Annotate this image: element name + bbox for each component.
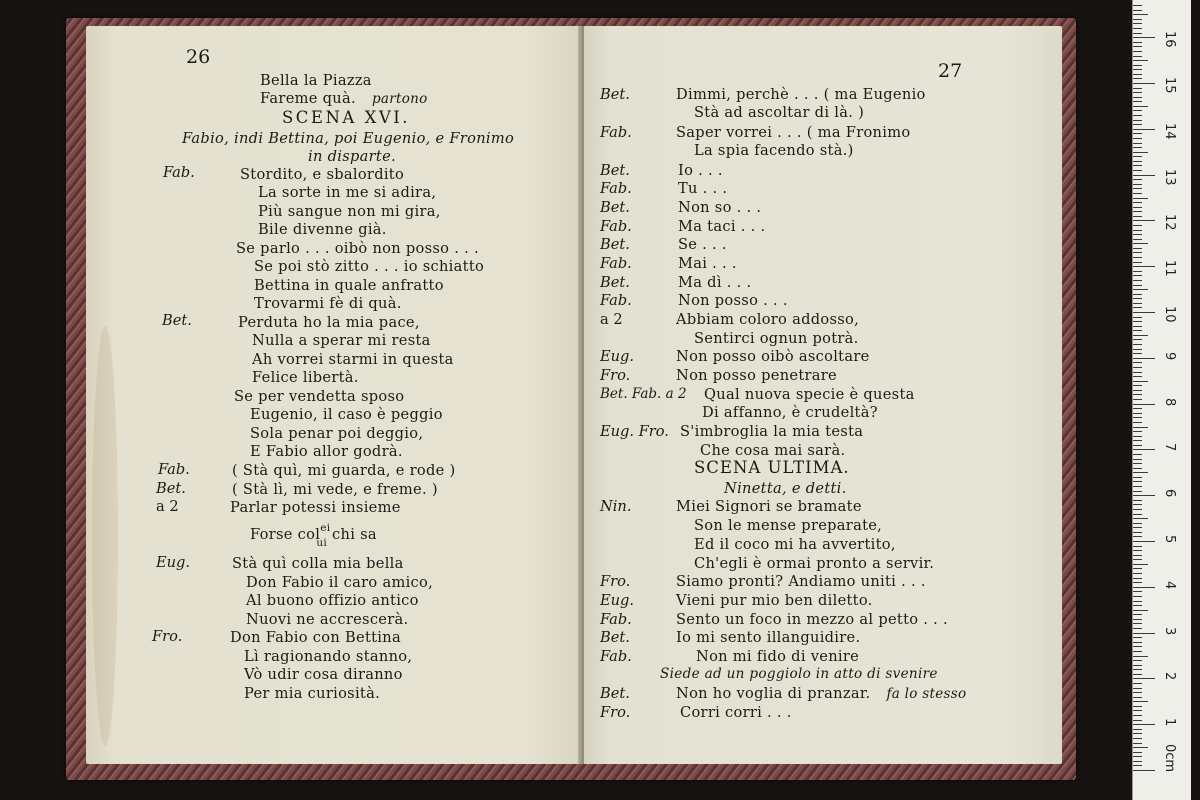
ruler-tick	[1133, 220, 1155, 221]
ruler-tick	[1133, 23, 1142, 24]
ruler-unit-label: 0cm	[1162, 744, 1177, 773]
ruler-tick	[1133, 692, 1142, 693]
ruler-tick	[1133, 527, 1142, 528]
ruler-tick	[1133, 454, 1142, 455]
ruler-tick	[1133, 651, 1142, 652]
verse-line: Non mi fido di venire	[696, 648, 860, 665]
verse-line: Don Fabio con Bettina	[230, 629, 401, 646]
ruler-number: 1	[1162, 718, 1177, 727]
ruler-tick	[1133, 509, 1142, 510]
ruler-tick	[1133, 106, 1148, 107]
ruler-tick	[1133, 674, 1142, 675]
scene-characters: in disparte.	[308, 148, 396, 165]
speaker-label: Fro.	[600, 367, 631, 384]
ruler-tick	[1133, 298, 1142, 299]
ruler-tick	[1133, 65, 1142, 66]
ruler-tick	[1133, 202, 1142, 203]
ruler-tick	[1133, 756, 1142, 757]
verse-line: E Fabio allor godrà.	[250, 443, 403, 460]
verse-line: Di affanno, è crudeltà?	[702, 404, 878, 421]
ruler-tick	[1133, 280, 1142, 281]
ruler-tick	[1133, 614, 1142, 615]
verse-line: Non so . . .	[678, 199, 762, 216]
speaker-label: Bet. Fab. a 2	[600, 386, 687, 402]
verse-line: Eugenio, il caso è peggio	[250, 406, 443, 423]
ruler-number: 16	[1162, 31, 1177, 48]
ruler-tick	[1133, 56, 1142, 57]
ruler-tick	[1133, 633, 1155, 634]
ruler-tick	[1133, 449, 1155, 450]
ruler-tick	[1133, 408, 1142, 409]
ruler-tick	[1133, 656, 1148, 657]
ruler-tick	[1133, 74, 1142, 75]
ruler-tick	[1133, 591, 1142, 592]
ruler-tick	[1133, 46, 1142, 47]
verse-line: Corri corri . . .	[680, 704, 792, 721]
ruler-tick	[1133, 78, 1142, 79]
ruler-tick	[1133, 688, 1142, 689]
verse-line: Dimmi, perchè . . . ( ma Eugenio	[676, 86, 926, 103]
ruler-tick	[1133, 500, 1142, 501]
speaker-label: Fab.	[600, 124, 632, 141]
verse-line: Io mi sento illanguidire.	[676, 629, 861, 646]
ruler-tick	[1133, 312, 1155, 313]
ruler-tick	[1133, 372, 1142, 373]
ruler-tick	[1133, 404, 1155, 405]
ruler-tick	[1133, 271, 1142, 272]
verse-line: Ah vorrei starmi in questa	[252, 351, 454, 368]
speaker-label: Eug.	[156, 554, 191, 571]
speaker-label: Bet.	[600, 685, 630, 702]
verse-line: Siamo pronti? Andiamo uniti . . .	[676, 573, 926, 590]
ruler-tick	[1133, 619, 1142, 620]
ruler-tick	[1133, 514, 1142, 515]
ruler-tick	[1133, 216, 1142, 217]
ruler-tick	[1133, 390, 1142, 391]
ruler-tick	[1133, 285, 1142, 286]
verse-line: Vò udir cosa diranno	[244, 666, 403, 683]
ruler-tick	[1133, 486, 1142, 487]
verse-line: Don Fabio il caro amico,	[246, 574, 434, 591]
verse-line: Bile divenne già.	[258, 221, 387, 238]
verse-line: Più sangue non mi gira,	[258, 203, 441, 220]
ruler-tick	[1133, 394, 1142, 395]
verse-line: Non posso oibò ascoltare	[676, 348, 870, 365]
ruler-tick	[1133, 165, 1142, 166]
ruler-tick	[1133, 188, 1142, 189]
speaker-label: Eug.	[600, 592, 635, 609]
ruler-tick	[1133, 257, 1142, 258]
ruler-tick	[1133, 678, 1155, 679]
ruler-tick	[1133, 33, 1142, 34]
ruler-tick	[1133, 546, 1142, 547]
ruler-tick	[1133, 330, 1142, 331]
speaker-label: Bet.	[156, 480, 186, 497]
left-page	[86, 26, 582, 764]
ruler-tick	[1133, 637, 1142, 638]
ruler-tick	[1133, 628, 1142, 629]
ruler-number: 11	[1162, 260, 1177, 277]
verse-line: Io . . .	[678, 162, 723, 179]
ruler-tick	[1133, 230, 1142, 231]
ruler-tick	[1133, 706, 1142, 707]
ruler-tick	[1133, 495, 1155, 496]
ruler-tick	[1133, 504, 1142, 505]
ruler-tick	[1133, 275, 1142, 276]
verse-line: Se . . .	[678, 236, 727, 253]
ruler-tick	[1133, 427, 1148, 428]
ruler-tick	[1133, 564, 1148, 565]
speaker-label: Nin.	[600, 498, 632, 515]
ruler-number: 10	[1162, 306, 1177, 323]
verse-line: Fareme quà. partono	[260, 90, 428, 107]
ruler-tick	[1133, 344, 1142, 345]
speaker-label: Bet.	[600, 86, 630, 103]
ruler-number: 13	[1162, 168, 1177, 186]
ruler-tick	[1133, 752, 1142, 753]
ruler-tick	[1133, 724, 1155, 725]
verse-line: Trovarmi fè di quà.	[254, 295, 402, 312]
ruler-tick	[1133, 317, 1142, 318]
ruler-tick	[1133, 587, 1155, 588]
ruler-tick	[1133, 468, 1142, 469]
ruler-tick	[1133, 743, 1142, 744]
speaker-label: Fab.	[600, 292, 632, 309]
ruler-tick	[1133, 738, 1142, 739]
speaker-label: a 2	[156, 498, 179, 515]
ruler-tick	[1133, 518, 1148, 519]
ruler-tick	[1133, 69, 1142, 70]
ruler-tick	[1133, 660, 1142, 661]
ruler-tick	[1133, 147, 1142, 148]
ruler-tick	[1133, 431, 1142, 432]
ruler-tick	[1133, 605, 1142, 606]
verse-line: Sola penar poi deggio,	[250, 425, 424, 442]
verse-line: Ma taci . . .	[678, 218, 766, 235]
verse-line: Stà ad ascoltar di là. )	[694, 104, 865, 121]
ruler-tick	[1133, 42, 1142, 43]
speaker-label: Fab.	[163, 164, 195, 181]
ruler-tick	[1133, 559, 1142, 560]
ruler-tick	[1133, 243, 1148, 244]
ruler-tick	[1133, 239, 1142, 240]
ruler-tick	[1133, 161, 1142, 162]
ruler-tick	[1133, 367, 1142, 368]
speaker-label: Fab.	[600, 180, 632, 197]
ruler-tick	[1133, 573, 1142, 574]
scene-heading: SCENA ULTIMA.	[694, 458, 850, 477]
ruler-tick	[1133, 248, 1142, 249]
speaker-label: Fab.	[600, 218, 632, 235]
speaker-label: Fab.	[600, 648, 632, 665]
ruler-tick	[1133, 252, 1142, 253]
speaker-label: Bet.	[600, 199, 630, 216]
ruler-number: 8	[1162, 397, 1177, 406]
verse-line: Nulla a sperar mi resta	[252, 332, 431, 349]
ruler-number: 2	[1162, 672, 1177, 681]
ruler-number: 4	[1162, 580, 1177, 590]
ruler-tick	[1133, 321, 1142, 322]
ruler-tick	[1133, 440, 1142, 441]
ruler-tick	[1133, 445, 1142, 446]
ruler-tick	[1133, 335, 1148, 336]
ruler-tick	[1133, 582, 1142, 583]
speaker-label: Fab.	[600, 255, 632, 272]
verse-line: Ma dì . . .	[678, 274, 752, 291]
ruler-tick	[1133, 303, 1142, 304]
verse-line: Stordito, e sbalordito	[240, 166, 405, 183]
page-number: 27	[938, 60, 963, 82]
ruler-tick	[1133, 101, 1142, 102]
ruler-tick	[1133, 193, 1142, 194]
ruler-tick	[1133, 381, 1148, 382]
speaker-label: Bet.	[600, 162, 630, 179]
ruler-tick	[1133, 362, 1142, 363]
speaker-label: Bet.	[600, 236, 630, 253]
ruler-tick	[1133, 623, 1142, 624]
speaker-label: Eug.	[600, 348, 635, 365]
ruler-tick	[1133, 642, 1142, 643]
verse-line: Che cosa mai sarà.	[700, 442, 846, 459]
ruler-tick	[1133, 669, 1142, 670]
ruler-tick	[1133, 207, 1142, 208]
verse-line: ( Stà lì, mi vede, e freme. )	[232, 481, 438, 498]
ruler-number: 9	[1162, 351, 1177, 361]
ruler-tick	[1133, 481, 1142, 482]
verse-line: Se poi stò zitto . . . io schiatto	[254, 258, 485, 275]
verse-line: Abbiam coloro addosso,	[676, 311, 860, 328]
ruler-tick	[1133, 138, 1142, 139]
verse-line: S'imbroglia la mia testa	[680, 423, 864, 440]
verse-line: Vieni pur mio ben diletto.	[676, 592, 873, 609]
ruler-tick	[1133, 156, 1142, 157]
ruler-tick	[1133, 353, 1142, 354]
ruler-tick	[1133, 266, 1155, 267]
ruler-tick	[1133, 262, 1142, 263]
ruler-tick	[1133, 765, 1142, 766]
ruler-tick	[1133, 710, 1142, 711]
ruler-tick	[1133, 459, 1142, 460]
ruler-number: 12	[1162, 214, 1177, 231]
ruler-tick	[1133, 170, 1142, 171]
verse-line: Bettina in quale anfratto	[254, 277, 444, 294]
ruler-tick	[1133, 747, 1148, 748]
measurement-ruler	[1132, 0, 1191, 800]
verse-line: Sento un foco in mezzo al petto . . .	[676, 611, 948, 628]
ruler-tick	[1133, 88, 1142, 89]
ruler-tick	[1133, 234, 1142, 235]
ruler-number: 15	[1162, 77, 1177, 94]
verse-line: ( Stà quì, mi guarda, e rode )	[232, 462, 456, 479]
verse-line: Ch'egli è ormai pronto a servir.	[694, 555, 935, 572]
scene-heading: SCENA XVI.	[282, 108, 410, 127]
ruler-tick	[1133, 665, 1142, 666]
ruler-tick	[1133, 413, 1142, 414]
verse-line: Forse col$^{ei}_{ui}$ chi sa	[250, 522, 377, 549]
ruler-number: 7	[1162, 443, 1177, 452]
ruler-tick	[1133, 198, 1148, 199]
verse-line: Nuovi ne accrescerà.	[246, 611, 409, 628]
scene-characters: Ninetta, e detti.	[724, 480, 847, 497]
speaker-label: Fro.	[152, 628, 183, 645]
ruler-tick	[1133, 555, 1142, 556]
ruler-tick	[1133, 152, 1148, 153]
ruler-tick	[1133, 523, 1142, 524]
ruler-tick	[1133, 683, 1142, 684]
ruler-tick	[1133, 532, 1142, 533]
ruler-tick	[1133, 376, 1142, 377]
verse-line: Parlar potessi insieme	[230, 499, 401, 516]
verse-line: Qual nuova specie è questa	[704, 386, 915, 403]
speaker-label: a 2	[600, 311, 623, 328]
ruler-tick	[1133, 10, 1142, 11]
verse-line: Sentirci ognun potrà.	[694, 330, 859, 347]
ruler-tick	[1133, 578, 1142, 579]
verse-line: La spia facendo stà.)	[694, 142, 854, 159]
ruler-tick	[1133, 60, 1148, 61]
ruler-tick	[1133, 211, 1142, 212]
ruler-tick	[1133, 83, 1155, 84]
verse-line: Bella la Piazza	[260, 72, 372, 89]
ruler-tick	[1133, 339, 1142, 340]
ruler-tick	[1133, 417, 1142, 418]
ruler-tick	[1133, 477, 1142, 478]
right-page	[584, 26, 1062, 764]
verse-line: Non posso penetrare	[676, 367, 837, 384]
verse-line: Son le mense preparate,	[694, 517, 883, 534]
ruler-tick	[1133, 307, 1142, 308]
ruler-tick	[1133, 422, 1142, 423]
ruler-tick	[1133, 28, 1142, 29]
ruler-tick	[1133, 646, 1142, 647]
verse-line: Miei Signori se bramate	[676, 498, 862, 515]
ruler-tick	[1133, 541, 1155, 542]
speaker-label: Fab.	[158, 461, 190, 478]
ruler-tick	[1133, 720, 1142, 721]
speaker-label: Bet.	[600, 629, 630, 646]
ruler-tick	[1133, 124, 1142, 125]
ruler-tick	[1133, 184, 1142, 185]
ruler-number: 3	[1162, 626, 1177, 635]
speaker-label: Fro.	[600, 573, 631, 590]
stage-direction: fa lo stesso	[886, 686, 967, 702]
ruler-tick	[1133, 120, 1142, 121]
verse-line: Non posso . . .	[678, 292, 788, 309]
scene-characters: Fabio, indi Bettina, poi Eugenio, e Fronimo	[182, 130, 515, 147]
ruler-tick	[1133, 115, 1142, 116]
verse-line: Felice libertà.	[252, 369, 359, 386]
ruler-tick	[1133, 550, 1142, 551]
verse-line: Per mia curiosità.	[244, 685, 381, 702]
page-number: 26	[186, 46, 211, 68]
verse-line: Mai . . .	[678, 255, 737, 272]
ruler-tick	[1133, 289, 1148, 290]
stage-direction: partono	[371, 91, 428, 107]
ruler-tick	[1133, 326, 1142, 327]
ruler-tick	[1133, 349, 1142, 350]
ruler-number: 5	[1162, 535, 1177, 544]
speaker-label: Bet.	[162, 312, 192, 329]
ruler-tick	[1133, 770, 1155, 771]
ruler-tick	[1133, 358, 1155, 359]
ruler-tick	[1133, 491, 1142, 492]
ruler-tick	[1133, 133, 1142, 134]
verse-line: Lì ragionando stanno,	[244, 648, 413, 665]
ruler-number: 14	[1162, 122, 1177, 140]
ruler-tick	[1133, 92, 1142, 93]
verse-line: Perduta ho la mia pace,	[238, 314, 420, 331]
verse-line: Saper vorrei . . . ( ma Fronimo	[676, 124, 911, 141]
stage-direction: Siede ad un poggiolo in atto di svenire	[660, 666, 938, 682]
speaker-label: Bet.	[600, 274, 630, 291]
ruler-tick	[1133, 19, 1142, 20]
verse-line: Tu . . .	[678, 180, 728, 197]
ruler-tick	[1133, 436, 1142, 437]
verse-line: Non ho voglia di pranzar. fa lo stesso	[676, 685, 967, 702]
speaker-label: Eug. Fro.	[600, 423, 669, 440]
ruler-tick	[1133, 175, 1155, 176]
ruler-tick	[1133, 697, 1142, 698]
ruler-tick	[1133, 225, 1142, 226]
ruler-tick	[1133, 14, 1148, 15]
ruler-tick	[1133, 37, 1155, 38]
ruler-tick	[1133, 143, 1142, 144]
ruler-tick	[1133, 601, 1142, 602]
ruler-tick	[1133, 733, 1142, 734]
ruler-tick	[1133, 596, 1142, 597]
speaker-label: Fro.	[600, 704, 631, 721]
ruler-tick	[1133, 715, 1142, 716]
ruler-tick	[1133, 129, 1155, 130]
ruler-tick	[1133, 472, 1148, 473]
ruler-tick	[1133, 701, 1148, 702]
ruler-number: 6	[1162, 489, 1177, 498]
ruler-tick	[1133, 110, 1142, 111]
page-stain	[92, 326, 118, 746]
verse-line: Al buono offizio antico	[246, 592, 419, 609]
verse-line: Ed il coco mi ha avvertito,	[694, 536, 896, 553]
ruler-tick	[1133, 385, 1142, 386]
ruler-tick	[1133, 761, 1142, 762]
ruler-tick	[1133, 294, 1142, 295]
verse-line: La sorte in me si adira,	[258, 184, 437, 201]
ruler-tick	[1133, 610, 1148, 611]
ruler-tick	[1133, 463, 1142, 464]
verse-line: Stà quì colla mia bella	[232, 555, 404, 572]
ruler-tick	[1133, 729, 1142, 730]
ruler-tick	[1133, 179, 1142, 180]
ruler-tick	[1133, 97, 1142, 98]
verse-line: Se per vendetta sposo	[234, 388, 405, 405]
ruler-tick	[1133, 399, 1142, 400]
ruler-tick	[1133, 51, 1142, 52]
speaker-label: Fab.	[600, 611, 632, 628]
ruler-tick	[1133, 5, 1142, 6]
verse-line: Se parlo . . . oibò non posso . . .	[236, 240, 479, 257]
ruler-tick	[1133, 536, 1142, 537]
ruler-tick	[1133, 568, 1142, 569]
